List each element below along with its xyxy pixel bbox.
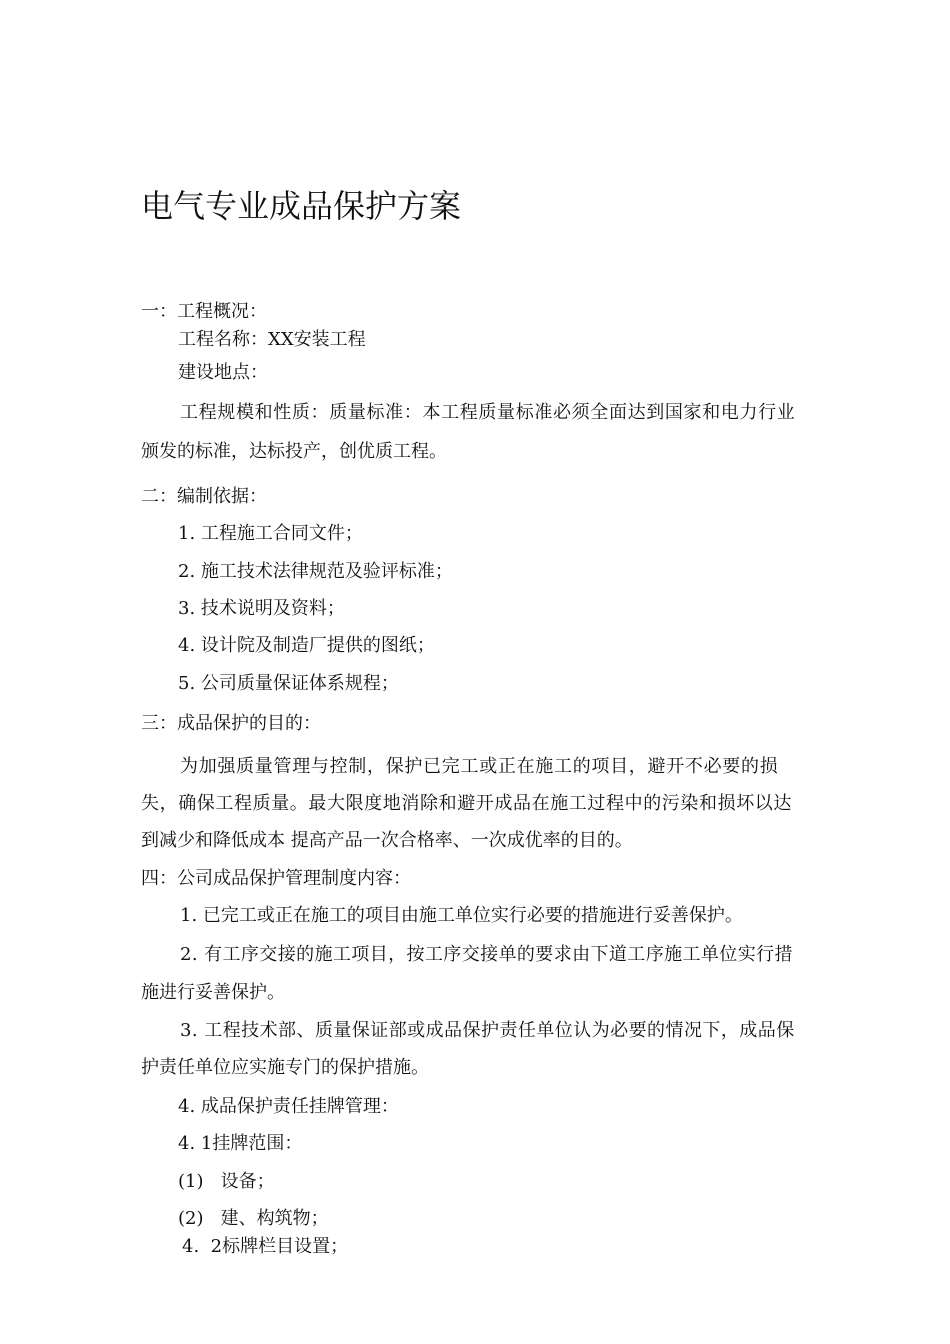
document-title: 电气专业成品保护方案 — [141, 187, 462, 225]
management-item-2-line-1: 2. 有工序交接的施工项目，按工序交接单的要求由下道工序施工单位实行措 — [180, 944, 793, 965]
basis-item-5: 5. 公司质量保证体系规程； — [178, 673, 399, 694]
management-item-3-line-1: 3. 工程技术部、质量保证部或成品保护责任单位认为必要的情况下，成品保 — [180, 1020, 795, 1041]
management-item-4-1: 4. 1挂牌范围： — [178, 1133, 303, 1154]
section-3-heading: 三：成品保护的目的： — [141, 713, 321, 734]
basis-item-1: 1. 工程施工合同文件； — [178, 523, 363, 544]
management-item-4-2: 4. 2标牌栏目设置； — [182, 1236, 349, 1257]
project-scale-line-2: 颁发的标准，达标投产，创优质工程。 — [141, 441, 447, 462]
project-name: 工程名称：XX安装工程 — [178, 329, 366, 350]
section-4-heading: 四：公司成品保护管理制度内容： — [141, 868, 411, 889]
basis-item-4: 4. 设计院及制造厂提供的图纸； — [178, 635, 435, 656]
management-item-3-line-2: 护责任单位应实施专门的保护措施。 — [141, 1057, 429, 1078]
basis-item-2: 2. 施工技术法律规范及验评标准； — [178, 561, 453, 582]
project-location: 建设地点： — [178, 362, 268, 383]
management-item-4: 4. 成品保护责任挂牌管理： — [178, 1096, 399, 1117]
management-item-2-line-2: 施进行妥善保护。 — [141, 982, 285, 1003]
project-scale-line-1: 工程规模和性质：质量标准：本工程质量标准必须全面达到国家和电力行业 — [180, 402, 796, 423]
purpose-line-1: 为加强质量管理与控制，保护已完工或正在施工的项目，避开不必要的损 — [180, 756, 779, 777]
scope-item-1: (1) 设备； — [178, 1171, 275, 1192]
purpose-line-3: 到减少和降低成本 提高产品一次合格率、一次成优率的目的。 — [141, 830, 633, 851]
section-2-heading: 二：编制依据： — [141, 486, 267, 507]
management-item-1: 1. 已完工或正在施工的项目由施工单位实行必要的措施进行妥善保护。 — [180, 905, 743, 926]
basis-item-3: 3. 技术说明及资料； — [178, 598, 345, 619]
purpose-line-2: 失，确保工程质量。最大限度地消除和避开成品在施工过程中的污染和损坏以达 — [141, 793, 792, 814]
section-1-heading: 一：工程概况： — [141, 301, 267, 322]
scope-item-2: (2) 建、构筑物； — [178, 1208, 329, 1229]
